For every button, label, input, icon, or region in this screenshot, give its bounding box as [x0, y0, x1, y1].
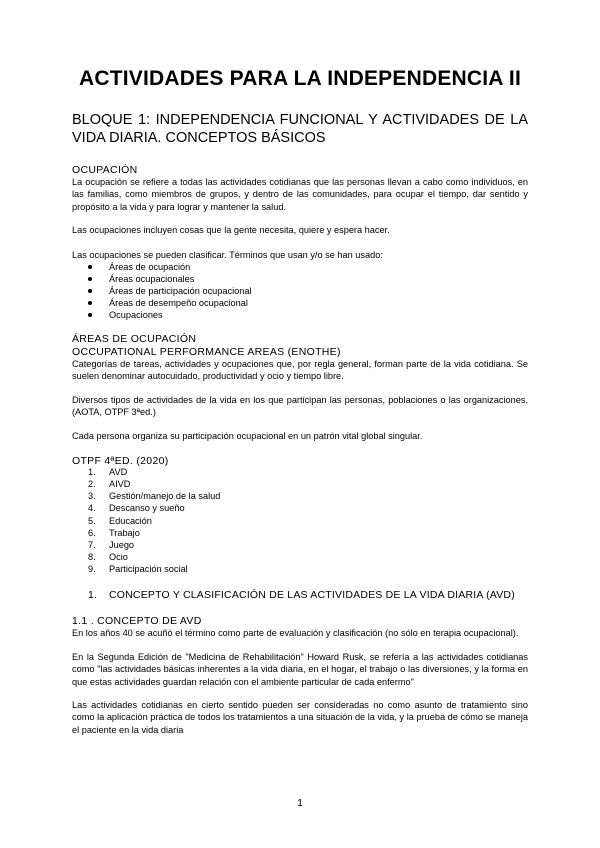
- bullet-icon: [88, 301, 92, 305]
- otpf-heading: OTPF 4ªED. (2020): [72, 455, 169, 467]
- areas-subheading: OCCUPATIONAL PERFORMANCE AREAS (ENOTHE): [72, 346, 341, 358]
- areas-heading: ÁREAS DE OCUPACIÓN: [72, 333, 197, 345]
- areas-paragraph-3: Cada persona organiza su participación ocupacional en un patrón vital global singular.: [72, 431, 423, 441]
- areas-paragraph-1: Categorías de tareas, actividades y ocupaciones que, por regla general, forman parte de la vida cotidiana. Se suelen denominar autocuidado, productividad y ocio y tiempo libre.: [72, 359, 528, 382]
- bullet-icon: [88, 277, 92, 281]
- document-title: ACTIVIDADES PARA LA INDEPENDENCIA II: [78, 67, 521, 90]
- block-heading: BLOQUE 1: INDEPENDENCIA FUNCIONAL Y ACTIVIDADES DE LA VIDA DIARIA. CONCEPTOS BÁSICOS: [72, 112, 528, 146]
- bullet-icon: [88, 265, 92, 269]
- concepto-paragraph-3: Las actividades cotidianas en cierto sentido pueden ser consideradas no como asunto de tratamiento sino como la aplicación práctica de todos los tratamientos a una situación de la vida, y la prueba de cómo se maneja el paciente en la vida diaria: [72, 700, 528, 735]
- section-heading: 1. CONCEPTO Y CLASIFICACIÓN DE LAS ACTIVIDADES DE LA VIDA DIARIA (AVD): [88, 589, 515, 601]
- concepto-heading: 1.1 . CONCEPTO DE AVD: [72, 615, 202, 627]
- concepto-paragraph-2: En la Segunda Edición de "Medicina de Rehabilitación" Howard Rusk, se refería a las actividades cotidianas como "las actividades básicas inherentes a la vida diaria, en el hogar, el trabajo o las diversiones, y la forma en que estas actividades guardan relación con el ambiente particular de cada enfermo": [72, 652, 528, 687]
- page-number: 1: [297, 797, 303, 809]
- bullet-icon: [88, 289, 92, 293]
- bullet-icon: [88, 313, 92, 317]
- ocupacion-paragraph-2: Las ocupaciones incluyen cosas que la gente necesita, quiere y espera hacer.: [72, 225, 390, 235]
- document-page: ACTIVIDADES PARA LA INDEPENDENCIA II BLOQUE 1: INDEPENDENCIA FUNCIONAL Y ACTIVIDADES DE LA VIDA DIARIA. CONCEPTOS BÁSICOS OCUPACIÓN La ocupación se refiere a todas las actividades cotidianas que las personas llevan a cabo como individuos, en las familias, como miembros de grupos, y dentro de las comunidades, para ocupar el tiempo, dar sentido y propósito a la vida y para lograr y mantener la salud. Las ocupaciones incluyen cosas que la gente necesita, quiere y espera hacer. Las ocupaciones se pueden clasificar. Términos que usan y/o se han usado: Áreas de ocupación Áreas ocupacionales Áreas de participación ocupacional Áreas de desempeño ocupacional Ocupaciones ÁREAS DE OCUPACIÓN OCCUPATIONAL PERFORMANCE AREAS (ENOTHE) Categorías de tareas, actividades y ocupaciones que, por regla general, forman parte de la vida cotidiana. Se suelen denominar autocuidado, productividad y ocio y tiempo libre. Diversos tipos de actividades de la vida en los que participan las personas, poblaciones o las organizaciones. (AOTA, OTPF 3ªed.) Cada persona organiza su participación ocupacional en un patrón vital global singular. OTPF 4ªED. (2020) 1. AVD 2. AIVD 3. Gestión/manejo de la salud 4. Descanso y sueño 5. Educación 6. Trabajo 7. Juego 8. Ocio 9. Participación social 1. CONCEPTO Y CLASIFICACIÓN DE LAS ACTIVIDADES DE LA VIDA DIARIA (AVD) 1.1 . CONCEPTO DE AVD En los años 40 se acuñó el término como parte de evaluación y clasificación (no sólo en terapia ocupacional). En la Segunda Edición de "Medicina de Rehabilitación" Howard Rusk, se refería a las actividades cotidianas como "las actividades básicas inherentes a la vida diaria, en el hogar, el trabajo o las diversiones, y la forma en que estas actividades guardan relación con el ambiente particular de cada enfermo" Las actividades cotidianas en cierto sentido pueden ser consideradas no como asunto de tratamiento sino como la aplicación práctica de todos los tratamientos a una situación de la vida, y la prueba de cómo se maneja el paciente en la vida diaria 1: [0, 0, 600, 848]
- ocupacion-heading: OCUPACIÓN: [72, 164, 138, 176]
- ocupacion-paragraph-1: La ocupación se refiere a todas las actividades cotidianas que las personas llevan a cabo como individuos, en las familias, como miembros de grupos, y dentro de las comunidades, para ocupar el tiempo, dar sentido y propósito a la vida y para lograr y mantener la salud.: [72, 177, 528, 212]
- ocupacion-paragraph-3: Las ocupaciones se pueden clasificar. Términos que usan y/o se han usado:: [72, 250, 383, 260]
- areas-paragraph-2: Diversos tipos de actividades de la vida en los que participan las personas, poblaciones o las organizaciones. (AOTA, OTPF 3ªed.): [72, 395, 528, 418]
- concepto-paragraph-1: En los años 40 se acuñó el término como parte de evaluación y clasificación (no sólo en terapia ocupacional).: [72, 628, 519, 638]
